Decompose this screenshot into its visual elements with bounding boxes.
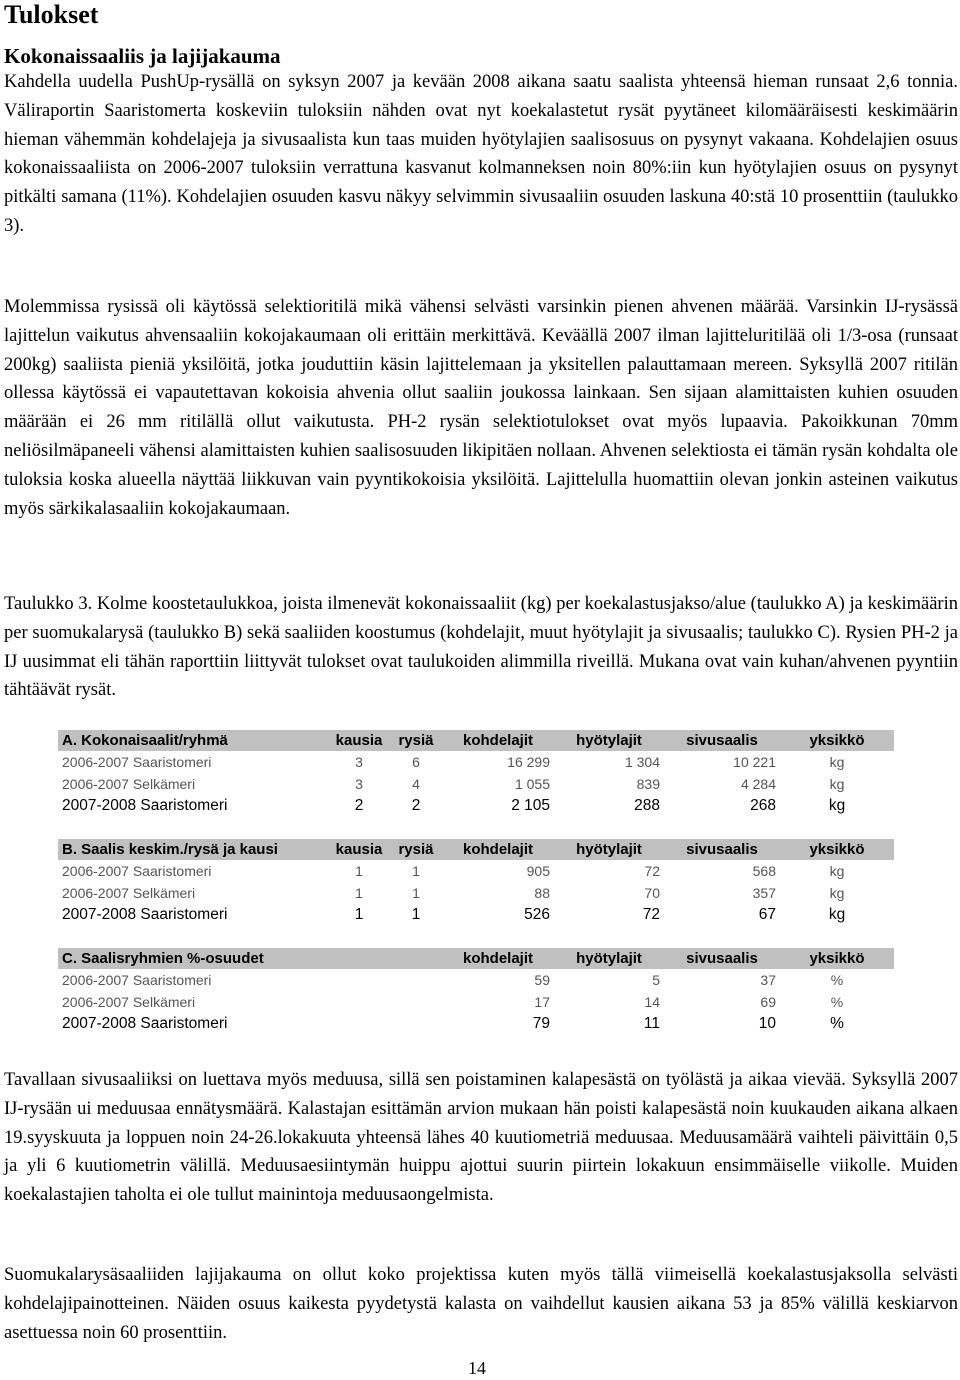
paragraph-jellyfish: Tavallaan sivusaaliiksi on luettava myös meduusa, sillä sen poistaminen kalapesästä on työlästä ja aikaa vievää. Syksyllä 2007 IJ-rysään ui meduusaa ennätysmäärä. Kalastajan esittämän arvion mukaan hän poisti kalapesästä noin kuukauden aikana alkaen 19.syyskuuta ja loppuen noin 24-26.lokakuuta yhteensä lähes 40 kuutiometriä meduusaa. Meduusamäärä vaihteli päivittäin 0,5 ja yli 6 kuutiometrin välillä. Meduusaesiintymän huippu ajottui suurin piirtein lokakuun ensimmäiselle viikolle. Muiden koekalastajien taholta ei ole tullut mainintoja meduusaongelmista.	[4, 1070, 958, 1206]
column-header: rysiä	[390, 730, 442, 751]
table-cell: 1 304	[624, 754, 660, 770]
table-cell: 5	[652, 972, 660, 988]
table-cell	[328, 1013, 390, 1035]
table-section-header	[58, 839, 894, 860]
table-cell: 1	[355, 885, 363, 901]
section-title: B. Saalis keskim./rysä ja kausi	[58, 839, 328, 860]
table-cell: 59	[534, 972, 550, 988]
table-cell: 10 221	[733, 754, 776, 770]
page-heading: Tulokset	[4, 0, 99, 29]
table-cell: 2	[411, 797, 421, 814]
table-cell: 72	[642, 906, 660, 923]
table-cell: 1	[411, 906, 421, 923]
column-header: kausia	[328, 839, 390, 860]
table-cell: 79	[532, 1015, 550, 1032]
table-cell: kg	[828, 906, 846, 923]
table-cell: kg	[829, 863, 845, 879]
column-header: kohdelajit	[442, 948, 554, 969]
column-header: rysiä	[390, 839, 442, 860]
table-cell	[390, 1013, 442, 1035]
table-row	[58, 969, 894, 991]
column-header: kohdelajit	[442, 730, 554, 751]
section-title: A. Kokonaisaalit/ryhmä	[58, 730, 328, 751]
table-cell: 288	[634, 797, 660, 814]
spacer-cell	[58, 817, 894, 839]
paragraph-intro: Kahdella uudella PushUp-rysällä on syksyn 2007 ja kevään 2008 aikana saatu saalista yhteensä hieman runsaat 2,6 tonnia. Väliraportin Saaristomerta koskeviin tuloksiin nähden ovat nyt koekalastetut rysät pyytäneet kilomääräisesti keskimäärin hieman vähemmän kohdelajeja ja sivusaalista kun taas muiden hyötylajien saalisosuus on pysynyt vakaana. Kohdelajien osuus kokonaissaaliista on 2006-2007 tuloksiin verrattuna kasvanut kolmanneksen noin 80%:iin kun hyötylajien osuus on pysynyt pitkälti samana (11%). Kohdelajien osuuden kasvu näkyy selvimmin sivusaaliin osuuden laskuna 40:stä 10 prosenttiin (taulukko 3).	[4, 72, 958, 236]
table-cell: 16 299	[507, 754, 550, 770]
paragraph-selection-grid: Molemmissa rysissä oli käytössä selektioritilä mikä vähensi selvästi varsinkin pienen ahvenen määrää. Varsinkin IJ-rysässä lajittelun vaikutus ahvensaaliin kokojakaumaan oli erittäin merkittävä. Keväällä 2007 ilman lajitteluritilää oli 1/3-osa (runsaat 200kg) saaliista pieniä yksilöitä, jotka jouduttiin käsin lajittelemaan ja yksitellen palauttamaan mereen. Syksyllä 2007 ritilän ollessa käytössä ei vapautettavan kokoisia ahvenia ollut saaliin joukossa lainkaan. Sen sijaan alamittaisten kuhien osuuden määrään ei 26 mm ritilällä ollut vaikutusta. PH-2 rysän selektiotulokset ovat myös lupaavia. Pakoikkunan 70mm neliösilmäpaneeli vähensi alamittaisten kuhien saalisosuuden likipitäen nollaan. Ahvenen selektiosta ei tämän rysän kohdalta ole tuloksia koska alueella näyttää liikkuvan vain pyyntikokoisia yksilöitä. Lajittelulla huomattiin olevan jonkin asteinen vaikutus myös särkikalasaaliin kokojakaumaan.	[4, 297, 958, 519]
column-header: hyötylajit	[554, 730, 664, 751]
table-cell: 6	[412, 754, 420, 770]
table-cell: 69	[760, 994, 776, 1010]
row-label: 2006-2007 Saaristomeri	[62, 863, 212, 879]
row-label: 2006-2007 Saaristomeri	[62, 754, 212, 770]
table-cell: 3	[355, 754, 363, 770]
table-cell	[328, 991, 390, 1013]
section-subheading: Kokonaissaaliis ja lajijakauma	[4, 44, 281, 68]
table-cell: 1	[412, 885, 420, 901]
row-label: 2007-2008 Saaristomeri	[62, 797, 228, 814]
table-cell: 568	[752, 863, 776, 879]
summary-table-body	[58, 730, 894, 1035]
table-row	[58, 1013, 894, 1035]
table-section-header	[58, 948, 894, 969]
table-cell: 268	[750, 797, 776, 814]
table-caption: Taulukko 3. Kolme koostetaulukkoa, joista ilmenevät kokonaissaaliit (kg) per koekalastusjakso/alue (taulukko A) ja keskimäärin per suomukalarysä (taulukko B) sekä saaliiden koostumus (kohdelajit, muut hyötylajit ja sivusaalis; taulukko C). Rysien PH-2 ja IJ uusimmat eli tähän raporttiin liittyvät tulokset ovat taulukoiden alimmilla riveillä. Mukana ovat vain kuhan/ahvenen pyyntiin tähtäävät rysät.	[4, 594, 958, 701]
column-header: yksikkö	[780, 948, 894, 969]
table-cell: 88	[534, 885, 550, 901]
table-cell: %	[830, 994, 844, 1010]
table-row	[58, 991, 894, 1013]
table-cell: %	[830, 1015, 844, 1032]
column-header: yksikkö	[780, 730, 894, 751]
table-cell: 526	[524, 906, 550, 923]
column-header: sivusaalis	[664, 730, 780, 751]
table-spacer	[58, 926, 894, 948]
table-cell: kg	[828, 797, 846, 814]
table-cell: 3	[355, 776, 363, 792]
table-spacer	[58, 817, 894, 839]
row-label: 2007-2008 Saaristomeri	[62, 906, 228, 923]
column-header: kausia	[328, 730, 390, 751]
table-cell: 1	[412, 863, 420, 879]
column-header: yksikkö	[780, 839, 894, 860]
table-cell: 357	[752, 885, 776, 901]
table-cell: 14	[644, 994, 660, 1010]
table-row	[58, 882, 894, 904]
page-number: 14	[468, 1358, 486, 1378]
table-cell: 70	[644, 885, 660, 901]
table-cell	[390, 991, 442, 1013]
table-row	[58, 904, 894, 926]
table-cell: kg	[829, 885, 845, 901]
column-header: sivusaalis	[664, 839, 780, 860]
table-cell: 37	[760, 972, 776, 988]
column-header	[390, 948, 442, 969]
table-cell: 1	[354, 906, 364, 923]
table-cell: 1 055	[514, 776, 550, 792]
table-cell: 10	[758, 1015, 776, 1032]
table-cell: 2	[354, 797, 364, 814]
row-label: 2006-2007 Saaristomeri	[62, 972, 212, 988]
column-header: kohdelajit	[442, 839, 554, 860]
table-cell: kg	[829, 776, 845, 792]
table-cell: 4	[412, 776, 420, 792]
table-cell: 67	[758, 906, 776, 923]
table-cell: %	[830, 972, 844, 988]
table-row	[58, 860, 894, 882]
column-header: hyötylajit	[554, 839, 664, 860]
row-label: 2006-2007 Selkämeri	[62, 994, 196, 1010]
column-header: hyötylajit	[554, 948, 664, 969]
table-row	[58, 773, 894, 795]
table-cell: kg	[829, 754, 845, 770]
section-title: C. Saalisryhmien %-osuudet	[58, 948, 328, 969]
table-cell: 4 284	[740, 776, 776, 792]
table-section-header	[58, 730, 894, 751]
column-header	[328, 948, 390, 969]
column-header: sivusaalis	[664, 948, 780, 969]
table-cell: 1	[355, 863, 363, 879]
row-label: 2006-2007 Selkämeri	[62, 776, 196, 792]
table-row	[58, 795, 894, 817]
table-cell: 839	[636, 776, 660, 792]
table-cell: 17	[534, 994, 550, 1010]
spacer-cell	[58, 926, 894, 948]
table-row	[58, 751, 894, 773]
table-cell: 11	[643, 1015, 660, 1032]
row-label: 2007-2008 Saaristomeri	[62, 1015, 228, 1032]
table-cell: 72	[644, 863, 660, 879]
row-label: 2006-2007 Selkämeri	[62, 885, 196, 901]
paragraph-species-distribution: Suomukalarysäsaaliiden lajijakauma on ollut koko projektissa kuten myös tällä viimeisellä koekalastusjaksolla selvästi kohdelajipainotteinen. Näiden osuus kaikesta pyydetystä kalasta on vaihdellut kausien aikana 53 ja 85% välillä keskiarvon asettuessa noin 60 prosenttiin.	[4, 1265, 958, 1343]
table-cell: 905	[526, 863, 550, 879]
table-cell	[328, 969, 390, 991]
summary-table	[58, 730, 894, 1035]
table-cell	[390, 969, 442, 991]
table-cell: 2 105	[511, 797, 550, 814]
